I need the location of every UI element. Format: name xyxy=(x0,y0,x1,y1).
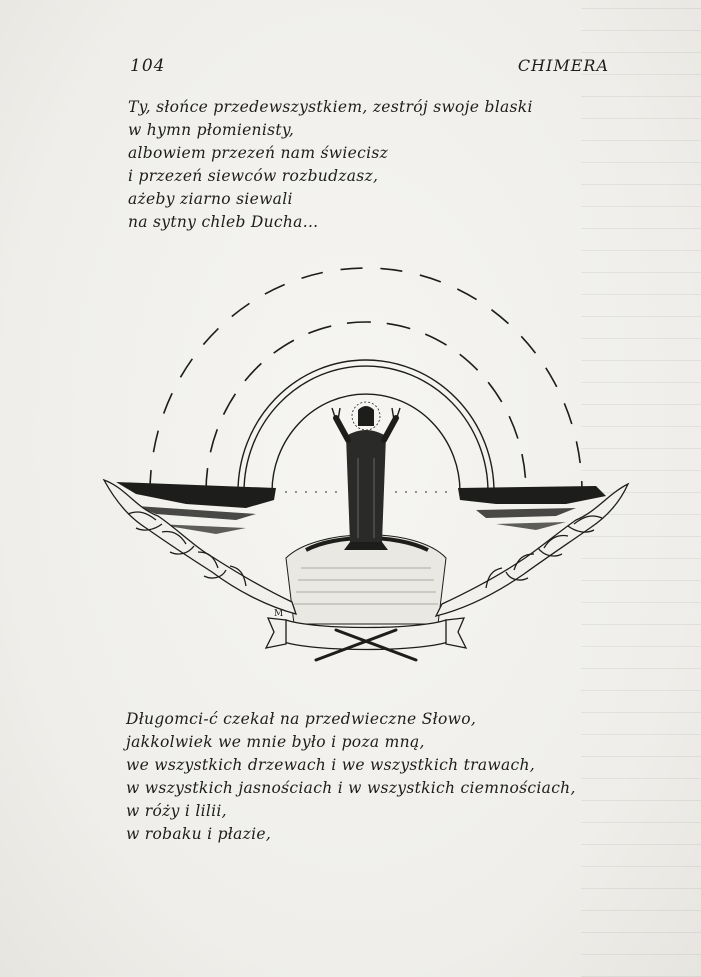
verse-line: w robaku i płazie, xyxy=(126,825,272,843)
running-title: CHIMERA xyxy=(517,56,609,75)
illustration-monk-sunrise xyxy=(96,258,636,678)
verse-line: ażeby ziarno siewali xyxy=(128,190,293,208)
monk-figure xyxy=(332,402,400,550)
stanza-top xyxy=(128,96,533,234)
artist-monogram: M xyxy=(274,609,284,619)
verse-line: albowiem przezeń nam świecisz xyxy=(128,144,389,162)
page-number: 104 xyxy=(130,56,166,76)
verse-line: na sytny chleb Ducha... xyxy=(128,213,319,231)
verse-line: we wszystkich drzewach i we wszystkich trawach, xyxy=(126,756,536,774)
stanza-bottom xyxy=(126,708,576,846)
verse-line: w hymn płomienisty, xyxy=(128,121,295,139)
verse-line: Długomci-ć czekał na przedwieczne Słowo, xyxy=(126,710,477,728)
verse-line: jakkolwiek we mnie było i poza mną, xyxy=(126,733,425,751)
verse-line: w róży i lilii, xyxy=(126,802,227,820)
verse-line: Ty, słońce przedewszystkiem, zestrój swoje blaski xyxy=(128,98,533,116)
verse-line: i przezeń siewców rozbudzasz, xyxy=(128,167,379,185)
page-header xyxy=(130,56,609,76)
verse-line: w wszystkich jasnościach i w wszystkich ciemnościach, xyxy=(126,779,576,797)
